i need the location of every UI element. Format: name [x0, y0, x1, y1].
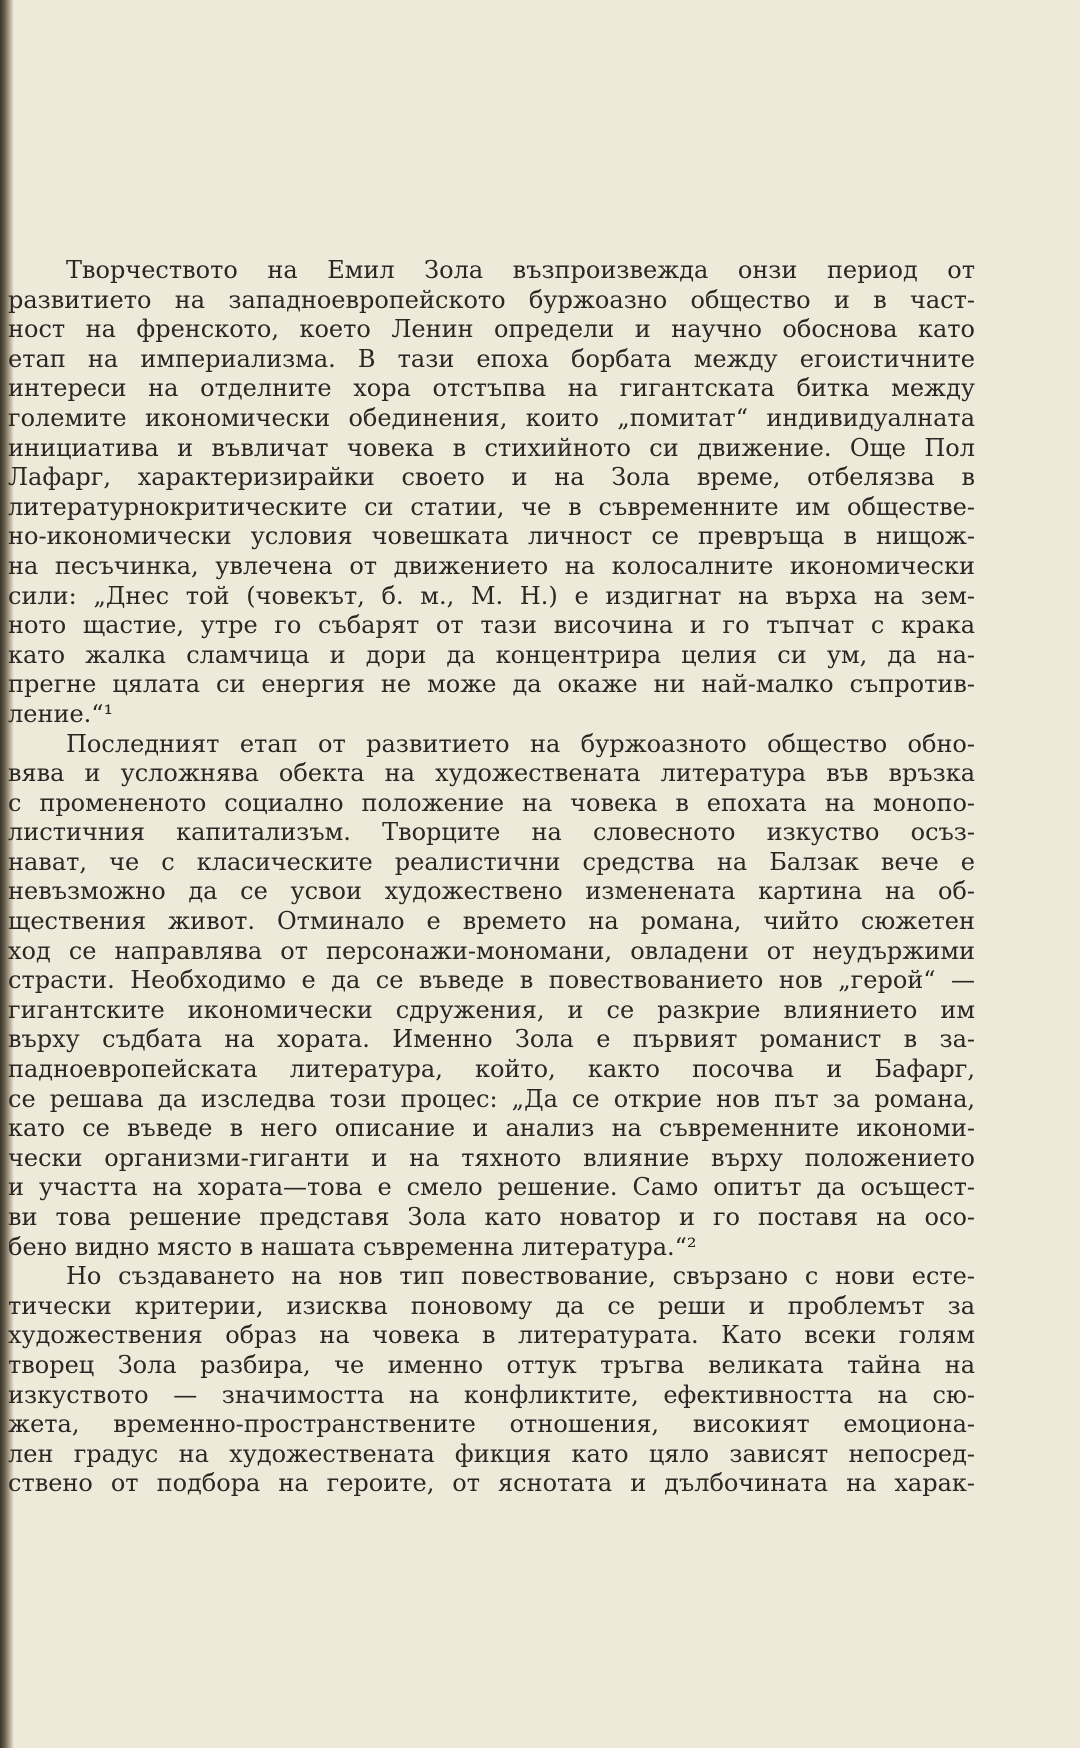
text-line: тически критерии, изисква поновому да се реши и проблемът за [8, 1291, 975, 1320]
text-line: сили: „Днес той (човекът, б. м., М. Н.) е издигнат на върха на зем- [8, 581, 975, 610]
text-line: Последният етап от развитието на буржоазното общество обно- [66, 729, 975, 758]
text-line: изкуството — значимостта на конфликтите, ефективността на сю- [8, 1380, 975, 1409]
text-line: инициатива и въвличат човека в стихийното си движение. Още Пол [8, 433, 975, 462]
text-line: прегне цялата си енергия не може да окаже ни най-малко съпротив- [8, 670, 975, 699]
text-line: върху съдбата на хората. Именно Зола е първият романист в за- [8, 1025, 975, 1054]
text-line: страсти. Необходимо е да се въведе в повествованието нов „герой“ — [8, 966, 975, 995]
text-line: Творчеството на Емил Зола възпроизвежда онзи период от [66, 256, 975, 284]
text-line: ствено от подбора на героите, от яснотата и дълбочината на харак- [8, 1469, 975, 1498]
text-line: и участта на хората—това е смело решение. Само опитът да осъщест- [8, 1173, 975, 1202]
text-line: с промененото социално положение на човека в епохата на монопо- [8, 788, 975, 817]
text-line: големите икономически обединения, които „помитат“ индивидуалната [8, 403, 975, 432]
paragraph-2 [8, 730, 975, 1263]
text-line: като се въведе в него описание и анализ на съвременните икономи- [8, 1114, 975, 1143]
text-line: бено видно място в нашата съвременна литература.“² [8, 1232, 697, 1261]
text-line: творец Зола разбира, че именно оттук тръгва великата тайна на [8, 1350, 975, 1379]
text-line: развитието на западноевропейското буржоазно общество и в част- [8, 285, 975, 314]
text-line: падноевропейската литература, който, както посочва и Бафарг, [8, 1055, 975, 1084]
paragraph-1 [8, 256, 975, 730]
text-line: нават, че с класическите реалистични средства на Балзак вече е [8, 847, 975, 876]
text-line: се решава да изследва този процес: „Да се открие нов път за романа, [8, 1084, 975, 1113]
text-line: етап на империализма. В тази епоха борбата между егоистичните [8, 344, 975, 373]
text-line: чески организми-гиганти и на тяхното влияние върху положението [8, 1143, 975, 1172]
body-text [8, 256, 975, 1499]
text-line: като жалка сламчица и дори да концентрира целия си ум, да на- [8, 640, 975, 669]
text-line: ви това решение представя Зола като новатор и го поставя на осо- [8, 1203, 975, 1231]
text-line: на песъчинка, увлечена от движението на колосалните икономически [8, 551, 975, 580]
text-line: ществения живот. Отминало е времето на романа, чийто сюжетен [8, 907, 975, 936]
text-line: невъзможно да се усвои художествено изменената картина на об- [8, 877, 975, 906]
text-line: ното щастие, утре го събарят от тази височина и го тъпчат с крака [8, 611, 975, 640]
text-line: но-икономически условия човешката личност се превръща в нищож- [8, 522, 975, 551]
paragraph-3 [8, 1262, 975, 1499]
text-line: Лафарг, характеризирайки своето и на Зола време, отбелязва в [8, 463, 975, 492]
text-line: Но създаването на нов тип повествование, свързано с нови естe- [66, 1262, 975, 1291]
text-line: художествения образ на човека в литературата. Като всеки голям [8, 1321, 975, 1350]
text-line: ление.“¹ [8, 699, 114, 728]
text-line: вява и усложнява обекта на художествената литература във връзка [8, 759, 975, 788]
text-line: интереси на отделните хора отстъпва на гигантската битка между [8, 374, 975, 403]
text-line: жета, временно-пространствените отношения, високият емоциона- [8, 1410, 975, 1439]
text-line: листичния капитализъм. Творците на словесното изкуство осъз- [8, 818, 975, 847]
text-line: литературнокритическите си статии, че в съвременните им обществе- [8, 492, 975, 521]
text-line: лен градус на художествената фикция като цяло зависят непосред- [8, 1439, 975, 1468]
text-line: ност на френското, което Ленин определи и научно обоснова като [8, 315, 975, 344]
text-line: ход се направлява от персонажи-мономани, овладени от неудържими [8, 936, 975, 965]
text-line: гигантските икономически сдружения, и се разкрие влиянието им [8, 995, 975, 1024]
